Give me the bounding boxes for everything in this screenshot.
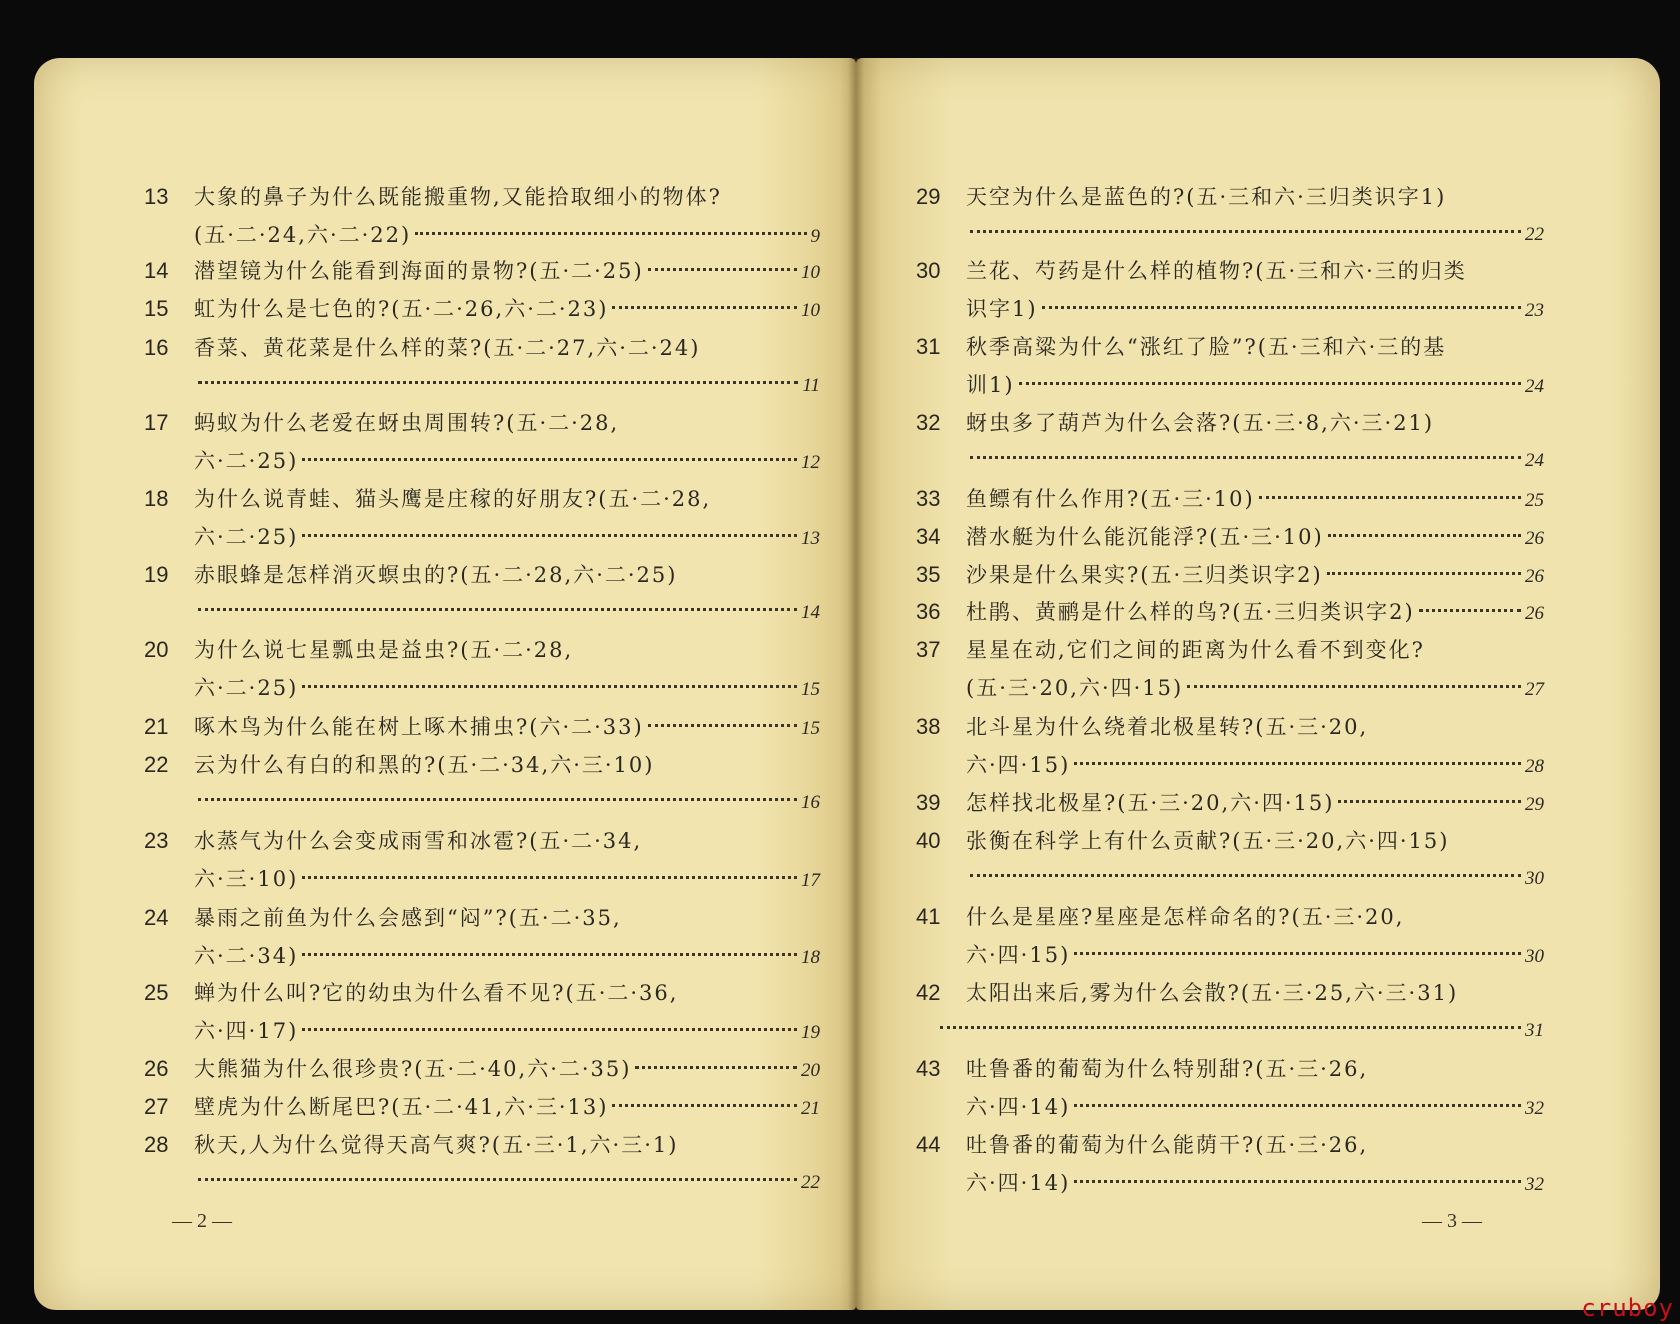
toc-entry-line (966, 1092, 1544, 1124)
toc-entry-number: 17 (144, 410, 169, 435)
toc-entry-line (194, 256, 820, 288)
toc-entry-title: 水蒸气为什么会变成雨雪和冰雹?(五·二·34, (194, 829, 643, 853)
toc-page-number: 26 (1525, 603, 1544, 624)
toc-entry-title: 六·二·25) (194, 676, 299, 700)
toc-entry-number: 26 (144, 1056, 169, 1081)
toc-entry-title: (五·二·24,六·二·22) (194, 223, 412, 247)
dot-leader (1042, 306, 1521, 309)
toc-entry-line (194, 484, 711, 514)
toc-entry-line (966, 940, 1544, 972)
toc-entry-line (194, 598, 820, 628)
toc-entry-title: 六·二·25) (194, 449, 299, 473)
toc-entry-number: 16 (144, 335, 169, 360)
toc-entry-number: 20 (144, 637, 169, 662)
toc-page-number: 26 (1525, 566, 1544, 587)
toc-page-number: 9 (810, 226, 820, 247)
toc-page-number: 32 (1525, 1098, 1544, 1119)
toc-entry-title: 秋天,人为什么觉得天高气爽?(五·三·1,六·三·1) (194, 1133, 679, 1157)
toc-entry-title: 秋季高粱为什么“涨红了脸”?(五·三和六·三的基 (966, 335, 1447, 359)
dot-leader (198, 381, 798, 384)
toc-entry-title: 六·三·10) (194, 867, 299, 891)
toc-entry-number: 40 (916, 828, 941, 853)
toc-entry-title: 暴雨之前鱼为什么会感到“闷”?(五·二·35, (194, 906, 622, 930)
dot-leader (940, 1026, 1521, 1029)
toc-page-number: 32 (1525, 1174, 1544, 1195)
toc-entry-title: 蝉为什么叫?它的幼虫为什么看不见?(五·二·36, (194, 981, 679, 1005)
toc-entry-line (966, 294, 1544, 326)
toc-entry-line (966, 1168, 1544, 1200)
dot-leader (198, 1178, 797, 1181)
toc-page-number: 22 (801, 1172, 820, 1193)
dot-leader (1187, 685, 1521, 688)
toc-entry-line (966, 788, 1544, 820)
toc-entry-number: 43 (916, 1056, 941, 1081)
toc-entry-line (194, 1130, 678, 1160)
toc-entry-line (966, 902, 1404, 932)
toc-entry-number: 36 (916, 599, 941, 624)
toc-entry-title: 天空为什么是蓝色的?(五·三和六·三归类识字1) (966, 185, 1447, 209)
toc-entry-line (966, 484, 1544, 516)
toc-entry-title: 蚜虫多了葫芦为什么会落?(五·三·8,六·三·21) (966, 411, 1435, 435)
toc-entry-line (194, 941, 820, 973)
toc-entry-number: 30 (916, 258, 941, 283)
toc-entry-title: 六·四·17) (194, 1019, 299, 1043)
toc-entry-line (966, 332, 1446, 362)
toc-entry-title: 大象的鼻子为什么既能搬重物,又能拾取细小的物体? (194, 185, 722, 209)
toc-entry-title: 为什么说青蛙、猫头鹰是庄稼的好朋友?(五·二·28, (194, 487, 712, 511)
toc-entry-title: 大熊猫为什么很珍贵?(五·二·40,六·二·35) (194, 1057, 632, 1081)
toc-entry-title: 识字1) (966, 297, 1038, 321)
toc-entry-title: 壁虎为什么断尾巴?(五·二·41,六·三·13) (194, 1095, 609, 1119)
toc-entry-line (194, 333, 700, 363)
toc-entry-line (194, 220, 820, 252)
toc-entry-line (194, 635, 573, 665)
toc-entry-number: 41 (916, 904, 941, 929)
left-page-number: — 2 — (172, 1210, 232, 1232)
dot-leader (612, 1104, 797, 1107)
toc-page-number: 26 (1525, 528, 1544, 549)
toc-entry-number: 15 (144, 296, 169, 321)
toc-entry-line (194, 673, 820, 705)
toc-entry-line (966, 712, 1368, 742)
toc-page-number: 24 (1525, 376, 1544, 397)
toc-entry-title: 杜鹃、黄鹂是什么样的鸟?(五·三归类识字2) (966, 600, 1415, 624)
toc-entry-number: 29 (916, 184, 941, 209)
toc-entry-number: 21 (144, 714, 169, 739)
toc-page-number: 22 (1525, 224, 1544, 245)
toc-entry-title: 六·四·15) (966, 943, 1071, 967)
toc-page-number: 16 (801, 792, 820, 813)
toc-entry-line (966, 408, 1434, 438)
toc-entry-line (194, 864, 820, 896)
toc-page-number: 31 (1525, 1020, 1544, 1041)
dot-leader (635, 1066, 797, 1069)
toc-entry-number: 13 (144, 184, 169, 209)
toc-entry-line (194, 1092, 820, 1124)
dot-leader (302, 534, 797, 537)
right-page-number: — 3 — (1422, 1210, 1482, 1232)
toc-entry-line (194, 522, 820, 554)
toc-entry-line (966, 1054, 1368, 1084)
toc-page-number: 25 (1525, 490, 1544, 511)
dot-leader (1074, 1104, 1521, 1107)
toc-entry-line (966, 864, 1544, 894)
dot-leader (1074, 952, 1521, 955)
watermark: cruboy (1581, 1294, 1674, 1322)
toc-entry-number: 19 (144, 562, 169, 587)
dot-leader (302, 1028, 797, 1031)
toc-entry-line (194, 371, 820, 401)
dot-leader (1019, 382, 1521, 385)
toc-entry-number: 35 (916, 562, 941, 587)
toc-page-number: 18 (801, 947, 820, 968)
toc-entry-title: 潜水艇为什么能沉能浮?(五·三·10) (966, 525, 1324, 549)
toc-entry-title: 吐鲁番的葡萄为什么特别甜?(五·三·26, (966, 1057, 1369, 1081)
dot-leader (302, 953, 797, 956)
dot-leader (1074, 762, 1521, 765)
toc-entry-line (194, 294, 820, 326)
toc-page-number: 12 (801, 452, 820, 473)
toc-entry-line (194, 750, 654, 780)
toc-entry-line (966, 635, 1425, 665)
dot-leader (302, 685, 797, 688)
toc-entry-number: 24 (144, 905, 169, 930)
toc-entry-line (966, 826, 1449, 856)
dot-leader (198, 798, 797, 801)
dot-leader (970, 230, 1521, 233)
toc-entry-line (194, 826, 642, 856)
toc-entry-number: 31 (916, 334, 941, 359)
toc-page-number: 13 (801, 528, 820, 549)
toc-entry-line (966, 978, 1458, 1008)
dot-leader (1074, 1180, 1521, 1183)
toc-page-number: 23 (1525, 300, 1544, 321)
toc-entry-title: 六·二·25) (194, 525, 299, 549)
toc-entry-number: 18 (144, 486, 169, 511)
toc-entry-number: 37 (916, 637, 941, 662)
toc-page-number: 10 (801, 300, 820, 321)
dot-leader (198, 608, 797, 611)
toc-entry-title: 赤眼蜂是怎样消灭螟虫的?(五·二·28,六·二·25) (194, 563, 678, 587)
dot-leader (970, 456, 1521, 459)
toc-entry-number: 38 (916, 714, 941, 739)
dot-leader (302, 458, 797, 461)
toc-entry-title: 六·四·14) (966, 1095, 1071, 1119)
toc-entry-line (966, 256, 1467, 286)
dot-leader (1259, 496, 1521, 499)
toc-entry-title: 吐鲁番的葡萄为什么能荫干?(五·三·26, (966, 1133, 1369, 1157)
toc-entry-title: 六·四·14) (966, 1171, 1071, 1195)
toc-entry-title: 训1) (966, 373, 1015, 397)
toc-entry-line (194, 560, 677, 590)
toc-entry-title: 兰花、芍药是什么样的植物?(五·三和六·三的归类 (966, 259, 1467, 283)
book-gutter (848, 58, 864, 1310)
toc-entry-number: 22 (144, 752, 169, 777)
toc-entry-title: 六·二·34) (194, 944, 299, 968)
toc-entry-line (966, 597, 1544, 629)
toc-entry-title: (五·三·20,六·四·15) (966, 676, 1184, 700)
dot-leader (302, 876, 797, 879)
toc-entry-title: 虹为什么是七色的?(五·二·26,六·二·23) (194, 297, 609, 321)
toc-entry-number: 42 (916, 980, 941, 1005)
toc-entry-line (194, 712, 820, 744)
toc-entry-title: 蚂蚁为什么老爱在蚜虫周围转?(五·二·28, (194, 411, 620, 435)
toc-entry-title: 啄木鸟为什么能在树上啄木捕虫?(六·二·33) (194, 715, 644, 739)
toc-page-number: 21 (801, 1098, 820, 1119)
toc-entry-number: 44 (916, 1132, 941, 1157)
toc-entry-title: 六·四·15) (966, 753, 1071, 777)
toc-page-number: 24 (1525, 450, 1544, 471)
toc-entry-line (194, 903, 622, 933)
toc-entry-title: 为什么说七星瓢虫是益虫?(五·二·28, (194, 638, 574, 662)
toc-entry-title: 什么是星座?星座是怎样命名的?(五·三·20, (966, 905, 1405, 929)
toc-entry-title: 怎样找北极星?(五·三·20,六·四·15) (966, 791, 1335, 815)
toc-entry-number: 27 (144, 1094, 169, 1119)
dot-leader (1338, 800, 1521, 803)
dot-leader (1328, 534, 1521, 537)
toc-entry-line (194, 1054, 820, 1086)
toc-entry-line (966, 560, 1544, 592)
toc-entry-number: 33 (916, 486, 941, 511)
toc-entry-title: 沙果是什么果实?(五·三归类识字2) (966, 563, 1323, 587)
toc-entry-number: 25 (144, 980, 169, 1005)
toc-entry-line (966, 1130, 1368, 1160)
toc-entry-line (194, 978, 678, 1008)
toc-entry-title: 北斗星为什么绕着北极星转?(五·三·20, (966, 715, 1369, 739)
toc-entry-line (966, 220, 1544, 250)
toc-page-number: 29 (1525, 794, 1544, 815)
toc-entry-title: 云为什么有白的和黑的?(五·二·34,六·三·10) (194, 753, 655, 777)
toc-entry-title: 张衡在科学上有什么贡献?(五·三·20,六·四·15) (966, 829, 1450, 853)
toc-entry-line (194, 182, 722, 212)
toc-entry-line (194, 788, 820, 818)
toc-page-number: 20 (801, 1060, 820, 1081)
toc-page-number: 30 (1525, 946, 1544, 967)
dot-leader (1327, 572, 1521, 575)
toc-entry-number: 23 (144, 828, 169, 853)
toc-entry-title: 香菜、黄花菜是什么样的菜?(五·二·27,六·二·24) (194, 336, 701, 360)
toc-page-number: 14 (801, 602, 820, 623)
toc-page-number: 19 (801, 1022, 820, 1043)
dot-leader (648, 724, 797, 727)
toc-entry-number: 39 (916, 790, 941, 815)
toc-entry-line (194, 1168, 820, 1198)
dot-leader (415, 232, 806, 235)
dot-leader (1419, 609, 1521, 612)
toc-page-number: 10 (801, 262, 820, 283)
dot-leader (648, 268, 797, 271)
toc-entry-line (966, 522, 1544, 554)
toc-entry-number: 28 (144, 1132, 169, 1157)
toc-entry-line (966, 182, 1446, 212)
toc-entry-number: 14 (144, 258, 169, 283)
toc-page-number: 17 (801, 870, 820, 891)
toc-entry-line (194, 1016, 820, 1048)
toc-page-number: 27 (1525, 679, 1544, 700)
toc-entry-number: 34 (916, 524, 941, 549)
toc-entry-number: 32 (916, 410, 941, 435)
toc-entry-title: 潜望镜为什么能看到海面的景物?(五·二·25) (194, 259, 644, 283)
toc-entry-line (936, 1016, 1544, 1046)
dot-leader (612, 306, 797, 309)
toc-entry-line (194, 446, 820, 478)
toc-entry-title: 星星在动,它们之间的距离为什么看不到变化? (966, 638, 1425, 662)
toc-entry-title: 太阳出来后,雾为什么会散?(五·三·25,六·三·31) (966, 981, 1459, 1005)
toc-entry-line (966, 673, 1544, 705)
toc-entry-title: 鱼鳔有什么作用?(五·三·10) (966, 487, 1255, 511)
toc-entry-line (966, 370, 1544, 402)
toc-entry-line (194, 408, 619, 438)
toc-page-number: 11 (802, 375, 820, 396)
toc-entry-line (966, 446, 1544, 476)
toc-page-number: 28 (1525, 756, 1544, 777)
toc-page-number: 15 (801, 679, 820, 700)
toc-entry-line (966, 750, 1544, 782)
dot-leader (970, 874, 1521, 877)
toc-page-number: 15 (801, 718, 820, 739)
toc-page-number: 30 (1525, 868, 1544, 889)
